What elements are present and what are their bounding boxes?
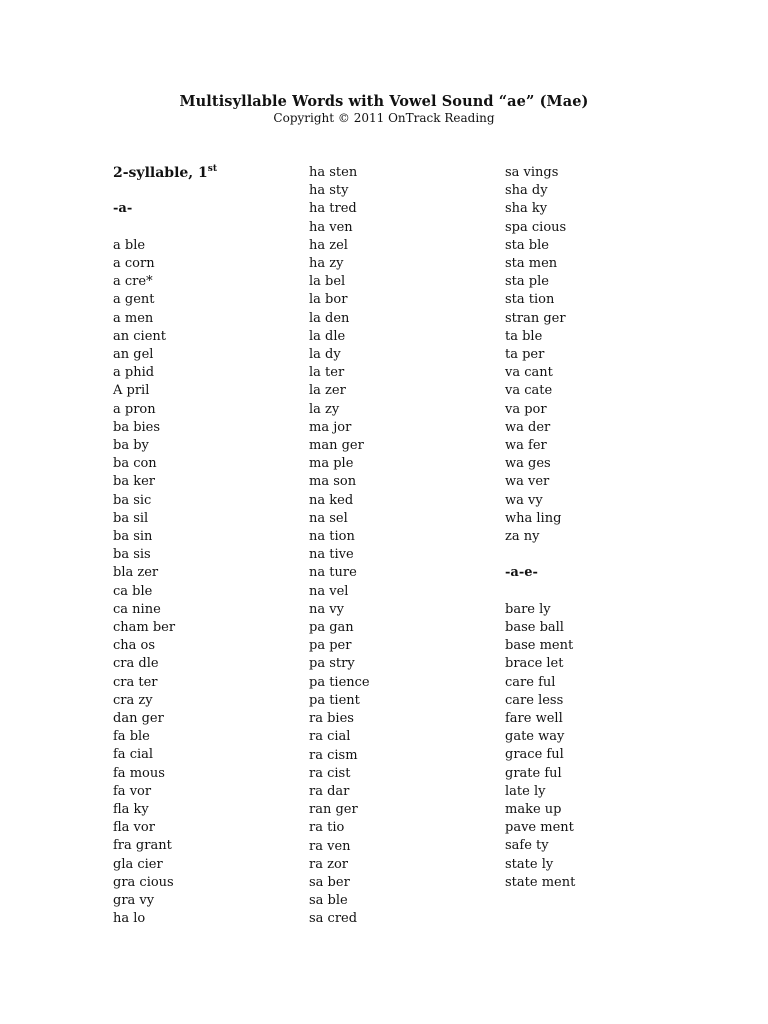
word-item: ba sic — [113, 492, 152, 508]
word-item: ra ven — [309, 838, 351, 854]
word-item: ca ble — [113, 583, 153, 599]
word-item: la zy — [309, 401, 340, 417]
word-item: na ture — [309, 565, 357, 581]
section-heading-label: 2-syllable, 1 — [113, 165, 208, 181]
word-item: sa ble — [309, 893, 348, 909]
word-item: a gent — [113, 292, 155, 308]
word-item: state ly — [505, 856, 554, 872]
word-item: spa cious — [505, 219, 567, 235]
word-item: ha sty — [309, 183, 349, 199]
word-list-col3b — [505, 601, 575, 892]
word-item: a corn — [113, 255, 155, 271]
word-item: ba con — [113, 456, 157, 472]
word-item: ma ple — [309, 456, 354, 472]
section-heading-superscript: st — [207, 164, 218, 174]
word-item: na tive — [309, 547, 354, 563]
word-item: ha ven — [309, 219, 353, 235]
word-item: ta per — [505, 347, 545, 363]
word-item: sta ple — [505, 274, 549, 290]
word-item: wa fer — [505, 438, 547, 454]
word-item: fare well — [505, 711, 563, 727]
word-item: sta tion — [505, 292, 555, 308]
word-item: ba ker — [113, 474, 155, 490]
word-item: ha zel — [309, 237, 348, 253]
word-item: sha ky — [505, 201, 548, 217]
word-item: gla cier — [113, 856, 163, 872]
word-item: ba sin — [113, 529, 153, 545]
word-item: cra zy — [113, 692, 153, 708]
word-item: ha sten — [309, 165, 358, 180]
word-item: stran ger — [505, 310, 566, 326]
word-item: cra ter — [113, 674, 158, 690]
word-item: late ly — [505, 783, 546, 799]
word-item: brace let — [505, 656, 564, 672]
word-item: ha lo — [113, 911, 146, 927]
word-item: fra grant — [113, 838, 172, 854]
word-item: base ment — [505, 638, 574, 654]
copyright-line: Copyright © 2011 OnTrack Reading — [273, 111, 495, 125]
word-item: sha dy — [505, 183, 548, 199]
word-item: base ball — [505, 620, 564, 636]
word-item: make up — [505, 802, 562, 818]
word-item: pa per — [309, 638, 352, 654]
word-item: la bel — [309, 274, 346, 290]
word-item: an gel — [113, 347, 154, 362]
word-item: sa cred — [309, 911, 358, 927]
word-item: ra cism — [309, 747, 358, 763]
word-item: fa mous — [113, 765, 165, 781]
word-item: pa gan — [309, 620, 354, 636]
word-item: ra cist — [309, 765, 351, 781]
subsection-heading-ae: -a-e- — [505, 565, 538, 581]
word-item: fa cial — [113, 747, 154, 763]
word-item: ra bies — [309, 711, 354, 727]
word-item: ca nine — [113, 601, 161, 617]
word-item: bare ly — [505, 601, 551, 617]
word-item: ra zor — [309, 856, 348, 872]
word-item: ha tred — [309, 201, 357, 217]
word-item: na vel — [309, 583, 349, 599]
word-column-2 — [309, 164, 370, 929]
word-item: gate way — [505, 729, 565, 745]
word-item: wa der — [505, 419, 551, 435]
word-item: a pron — [113, 401, 156, 417]
word-item: pa stry — [309, 656, 355, 672]
word-item: na sel — [309, 510, 348, 526]
word-item: ra dar — [309, 783, 350, 799]
word-item: va por — [505, 401, 547, 417]
word-item: ma son — [309, 474, 357, 490]
word-item: an cient — [113, 328, 166, 344]
word-list-col2 — [309, 164, 370, 929]
word-item: la dle — [309, 328, 346, 344]
word-item: grate ful — [505, 765, 562, 781]
word-list-col3a — [505, 164, 575, 546]
word-item: fa ble — [113, 729, 150, 745]
section-heading — [113, 164, 217, 182]
word-item: care ful — [505, 674, 556, 690]
word-column-1 — [113, 164, 217, 929]
word-item: sta ble — [505, 237, 549, 253]
word-item: wa vy — [505, 492, 543, 508]
word-item: ra cial — [309, 729, 351, 745]
word-item: gra vy — [113, 893, 155, 909]
word-item: safe ty — [505, 838, 549, 854]
word-item: va cant — [505, 365, 553, 381]
word-item: za ny — [505, 529, 540, 545]
word-item: wa ges — [505, 456, 551, 472]
word-item: a men — [113, 310, 154, 326]
word-item: a ble — [113, 237, 146, 253]
word-item: dan ger — [113, 711, 164, 727]
word-item: la bor — [309, 292, 348, 308]
word-item: wha ling — [505, 510, 562, 526]
word-item: a phid — [113, 365, 155, 381]
word-item: grace ful — [505, 747, 564, 763]
word-item: na tion — [309, 529, 355, 545]
word-item: va cate — [505, 383, 553, 399]
word-item: fla ky — [113, 802, 149, 818]
subsection-heading-a: -a- — [113, 201, 133, 217]
word-item: na vy — [309, 601, 344, 617]
word-item: ba by — [113, 438, 149, 454]
word-item: gra cious — [113, 874, 174, 890]
word-item: pave ment — [505, 820, 574, 836]
word-item: A pril — [113, 383, 150, 399]
word-item: la ter — [309, 365, 345, 381]
word-item: fla vor — [113, 820, 155, 836]
word-item: cha os — [113, 638, 156, 654]
word-item: wa ver — [505, 474, 550, 490]
word-item: ba bies — [113, 419, 161, 435]
word-item: fa vor — [113, 783, 152, 799]
word-item: care less — [505, 692, 564, 708]
word-list-col1 — [113, 237, 217, 929]
word-item: state ment — [505, 874, 576, 890]
word-item: sa vings — [505, 165, 559, 180]
word-item: ba sil — [113, 510, 149, 526]
word-item: la den — [309, 310, 350, 326]
word-item: ta ble — [505, 328, 543, 344]
word-item: bla zer — [113, 565, 159, 581]
word-item: pa tient — [309, 692, 360, 708]
word-item: pa tience — [309, 674, 370, 690]
word-item: ma jor — [309, 419, 352, 435]
word-item: sa ber — [309, 874, 350, 890]
word-item: a cre* — [113, 274, 153, 290]
word-item: man ger — [309, 438, 364, 454]
word-item: la dy — [309, 347, 341, 363]
word-item: ha zy — [309, 256, 344, 272]
word-item: cra dle — [113, 656, 159, 672]
word-item: sta men — [505, 256, 558, 272]
page-title: Multisyllable Words with Vowel Sound “ae” (Mae) — [179, 93, 589, 110]
word-item: la zer — [309, 383, 346, 399]
word-item: ra tio — [309, 820, 345, 836]
word-item: ba sis — [113, 547, 151, 563]
word-column-3 — [505, 164, 575, 892]
word-item: na ked — [309, 492, 354, 508]
word-item: cham ber — [113, 620, 176, 636]
word-item: ran ger — [309, 802, 358, 818]
